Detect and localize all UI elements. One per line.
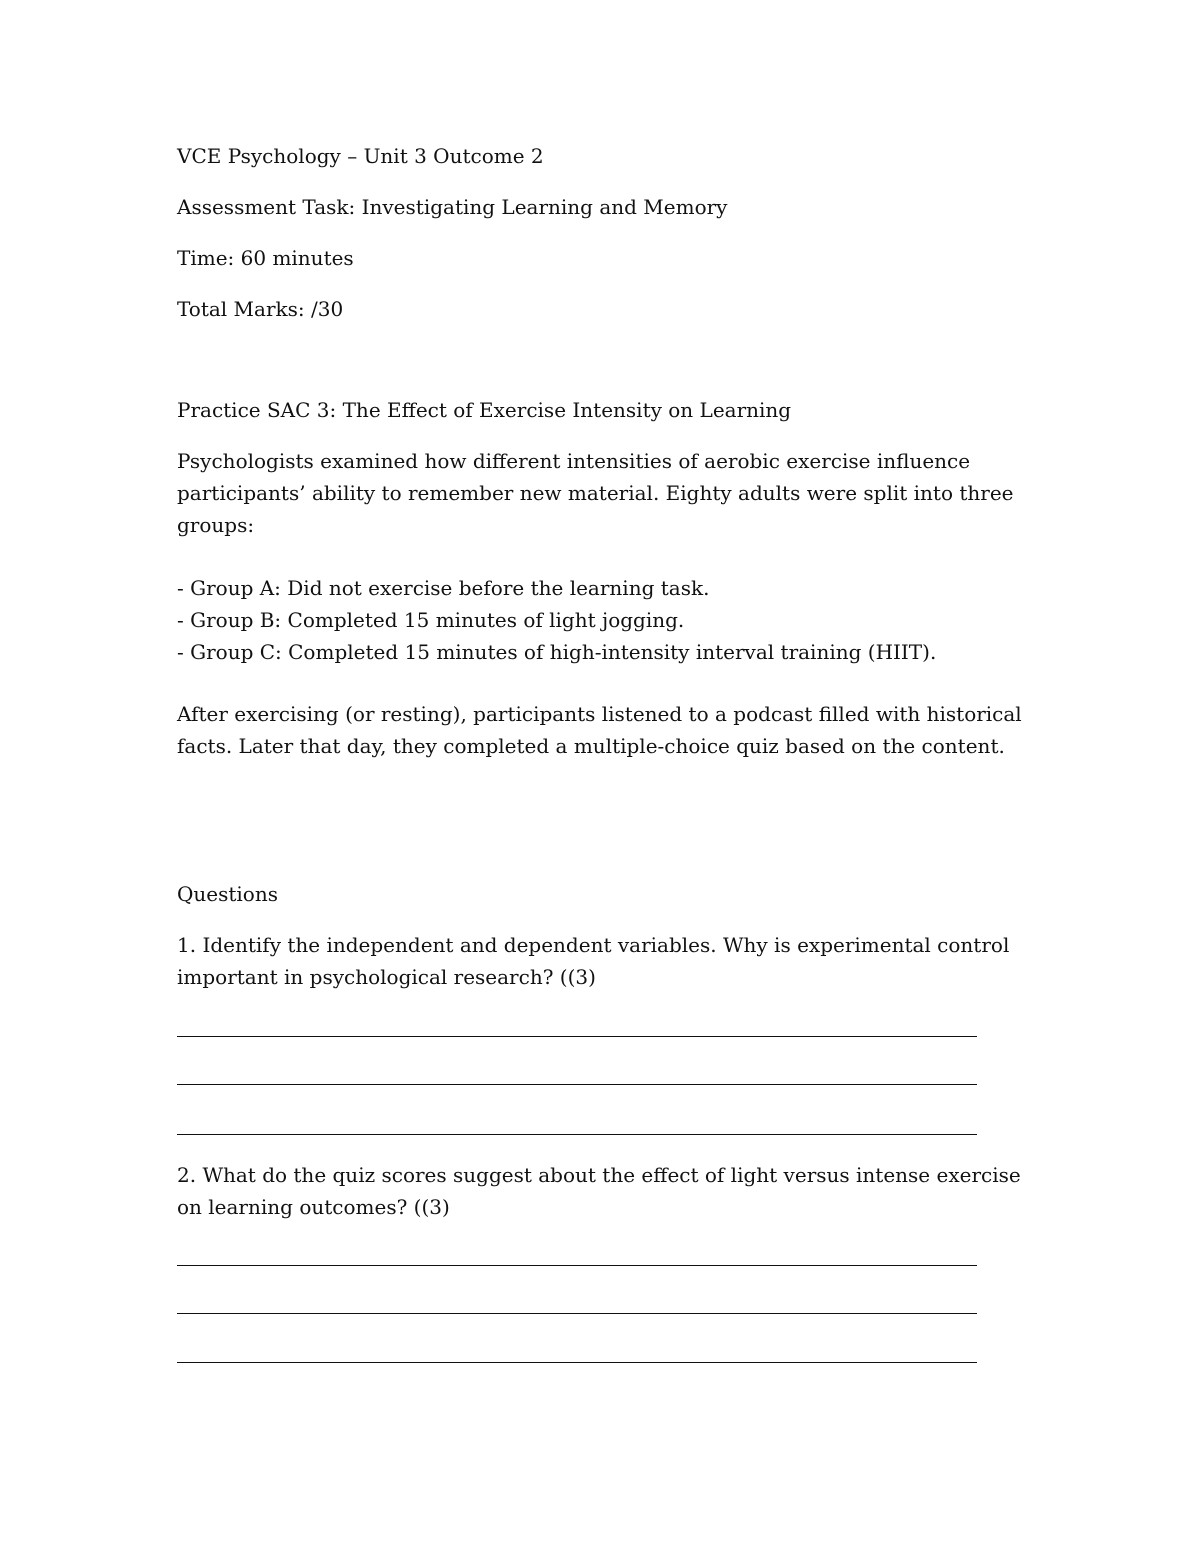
- answer-line[interactable]: [177, 1036, 977, 1037]
- intro-line-3: groups:: [177, 513, 255, 537]
- assessment-task-title: Assessment Task: Investigating Learning and Memory: [177, 195, 728, 219]
- procedure-line-2: facts. Later that day, they completed a multiple-choice quiz based on the content.: [177, 734, 1005, 758]
- sac-title: Practice SAC 3: The Effect of Exercise Intensity on Learning: [177, 398, 792, 422]
- procedure-line-1: After exercising (or resting), participants listened to a podcast filled with historical: [177, 702, 1022, 726]
- answer-line[interactable]: [177, 1362, 977, 1363]
- group-a-item: - Group A: Did not exercise before the learning task.: [177, 576, 710, 600]
- group-b-item: - Group B: Completed 15 minutes of light jogging.: [177, 608, 685, 632]
- total-marks: Total Marks: /30: [177, 297, 344, 321]
- questions-heading: Questions: [177, 882, 278, 906]
- answer-line[interactable]: [177, 1134, 977, 1135]
- answer-line[interactable]: [177, 1265, 977, 1266]
- group-c-item: - Group C: Completed 15 minutes of high-intensity interval training (HIIT).: [177, 640, 937, 664]
- question-2-line-1: 2. What do the quiz scores suggest about the effect of light versus intense exercise: [177, 1163, 1021, 1187]
- question-2-line-2: on learning outcomes? ((3): [177, 1195, 450, 1219]
- answer-line[interactable]: [177, 1313, 977, 1314]
- course-title: VCE Psychology – Unit 3 Outcome 2: [177, 144, 544, 168]
- question-1-line-2: important in psychological research? ((3): [177, 965, 596, 989]
- question-1-line-1: 1. Identify the independent and dependent variables. Why is experimental control: [177, 933, 1010, 957]
- answer-line[interactable]: [177, 1084, 977, 1085]
- intro-line-2: participants’ ability to remember new material. Eighty adults were split into three: [177, 481, 1014, 505]
- intro-line-1: Psychologists examined how different intensities of aerobic exercise influence: [177, 449, 971, 473]
- time-allowed: Time: 60 minutes: [177, 246, 354, 270]
